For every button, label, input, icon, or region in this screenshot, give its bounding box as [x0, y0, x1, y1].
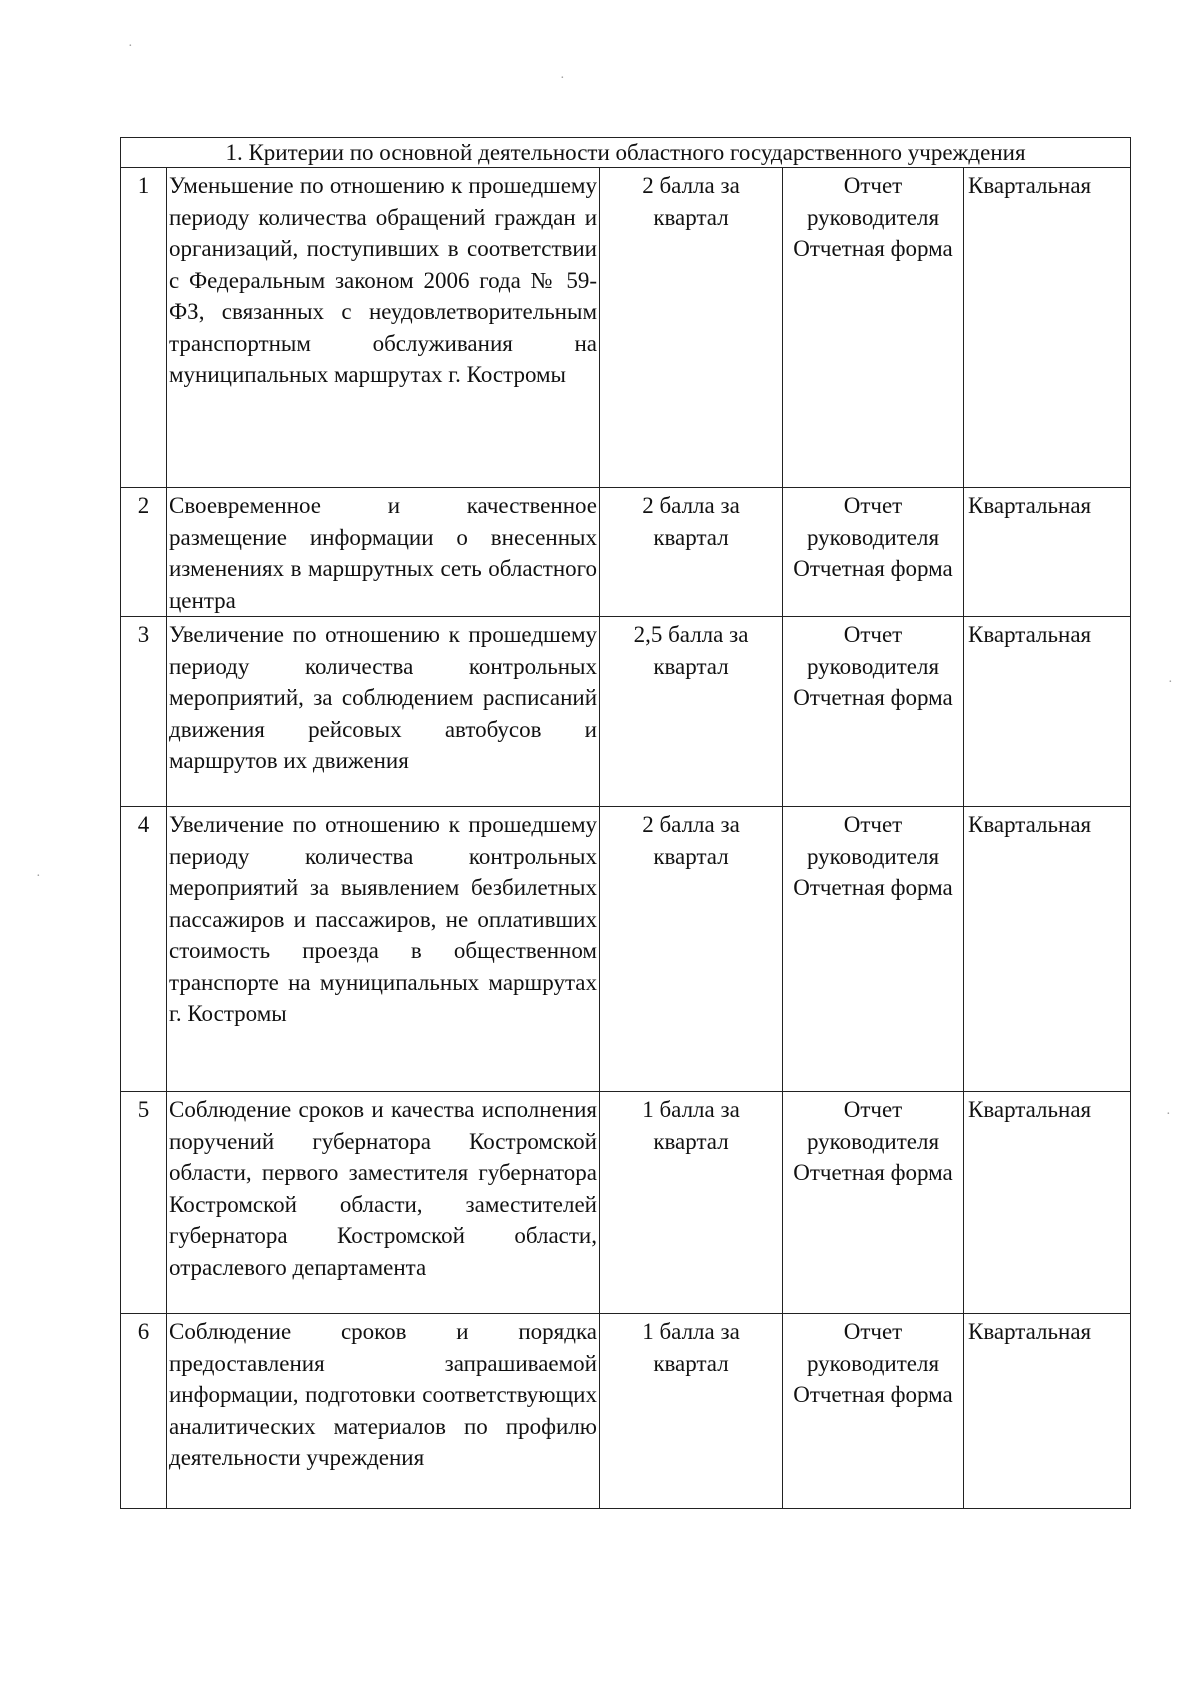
report-cell	[783, 1314, 964, 1509]
table-row	[121, 617, 1131, 807]
scan-speck: ·	[36, 869, 41, 884]
scan-speck: ·	[1168, 675, 1173, 690]
report-type: Отчет руководителя	[806, 622, 940, 679]
row-number: 4	[121, 807, 167, 1092]
report-type: Отчет руководителя	[806, 1097, 940, 1154]
score-cell: 2 балла за квартал	[600, 168, 783, 488]
score-cell: 1 балла за квартал	[600, 1314, 783, 1509]
report-cell	[783, 807, 964, 1092]
row-number: 2	[121, 488, 167, 617]
table-row	[121, 168, 1131, 488]
row-number: 1	[121, 168, 167, 488]
report-form: Отчетная форма	[793, 556, 953, 581]
report-cell	[783, 488, 964, 617]
criterion-text: Соблюдение сроков и порядка предоставления запрашиваемой информации, подготовки соответствующих аналитических материалов по профилю деятельности учреждения	[167, 1314, 600, 1509]
table-row	[121, 488, 1131, 617]
report-form: Отчетная форма	[793, 236, 953, 261]
report-type: Отчет руководителя	[806, 1319, 940, 1376]
table-row	[121, 1092, 1131, 1314]
criterion-text: Соблюдение сроков и качества исполнения поручений губернатора Костромской области, первого заместителя губернатора Костромской области, заместителей губернатора Костромской области, отраслевого департамента	[167, 1092, 600, 1314]
scan-speck: ·	[128, 39, 133, 54]
criteria-table	[120, 137, 1131, 1509]
score-cell: 1 балла за квартал	[600, 1092, 783, 1314]
report-form: Отчетная форма	[793, 685, 953, 710]
report-type: Отчет руководителя	[806, 493, 940, 550]
criterion-text: Своевременное и качественное размещение информации о внесенных изменениях в маршрутных сеть областного центра	[167, 488, 600, 617]
row-number: 3	[121, 617, 167, 807]
criterion-text: Уменьшение по отношению к прошедшему периоду количества обращений граждан и организаций, поступивших в соответствии с Федеральным законом 2006 года № 59-ФЗ, связанных с неудовлетворительным транспортным обслуживания на муниципальных маршрутах г. Костромы	[167, 168, 600, 488]
scan-speck: ·	[560, 71, 565, 86]
report-form: Отчетная форма	[793, 875, 953, 900]
report-type: Отчет руководителя	[806, 173, 940, 230]
report-form: Отчетная форма	[793, 1382, 953, 1407]
report-cell	[783, 617, 964, 807]
section-header-row	[121, 138, 1131, 168]
frequency-cell: Квартальная	[964, 617, 1131, 807]
score-cell: 2,5 балла за квартал	[600, 617, 783, 807]
frequency-cell: Квартальная	[964, 168, 1131, 488]
row-number: 6	[121, 1314, 167, 1509]
frequency-cell: Квартальная	[964, 1092, 1131, 1314]
frequency-cell: Квартальная	[964, 488, 1131, 617]
table-row	[121, 1314, 1131, 1509]
report-form: Отчетная форма	[793, 1160, 953, 1185]
section-title: 1. Критерии по основной деятельности областного государственного учреждения	[121, 138, 1131, 168]
frequency-cell: Квартальная	[964, 1314, 1131, 1509]
report-cell	[783, 168, 964, 488]
frequency-cell: Квартальная	[964, 807, 1131, 1092]
criterion-text: Увеличение по отношению к прошедшему периоду количества контрольных мероприятий за выявлением безбилетных пассажиров и пассажиров, не оплативших стоимость проезда в общественном транспорте на муниципальных маршрутах г. Костромы	[167, 807, 600, 1092]
criterion-text: Увеличение по отношению к прошедшему периоду количества контрольных мероприятий, за соблюдением расписаний движения рейсовых автобусов и маршрутов их движения	[167, 617, 600, 807]
score-cell: 2 балла за квартал	[600, 488, 783, 617]
scan-speck: ·	[1166, 1107, 1171, 1122]
report-cell	[783, 1092, 964, 1314]
score-cell: 2 балла за квартал	[600, 807, 783, 1092]
table-row	[121, 807, 1131, 1092]
row-number: 5	[121, 1092, 167, 1314]
report-type: Отчет руководителя	[806, 812, 940, 869]
